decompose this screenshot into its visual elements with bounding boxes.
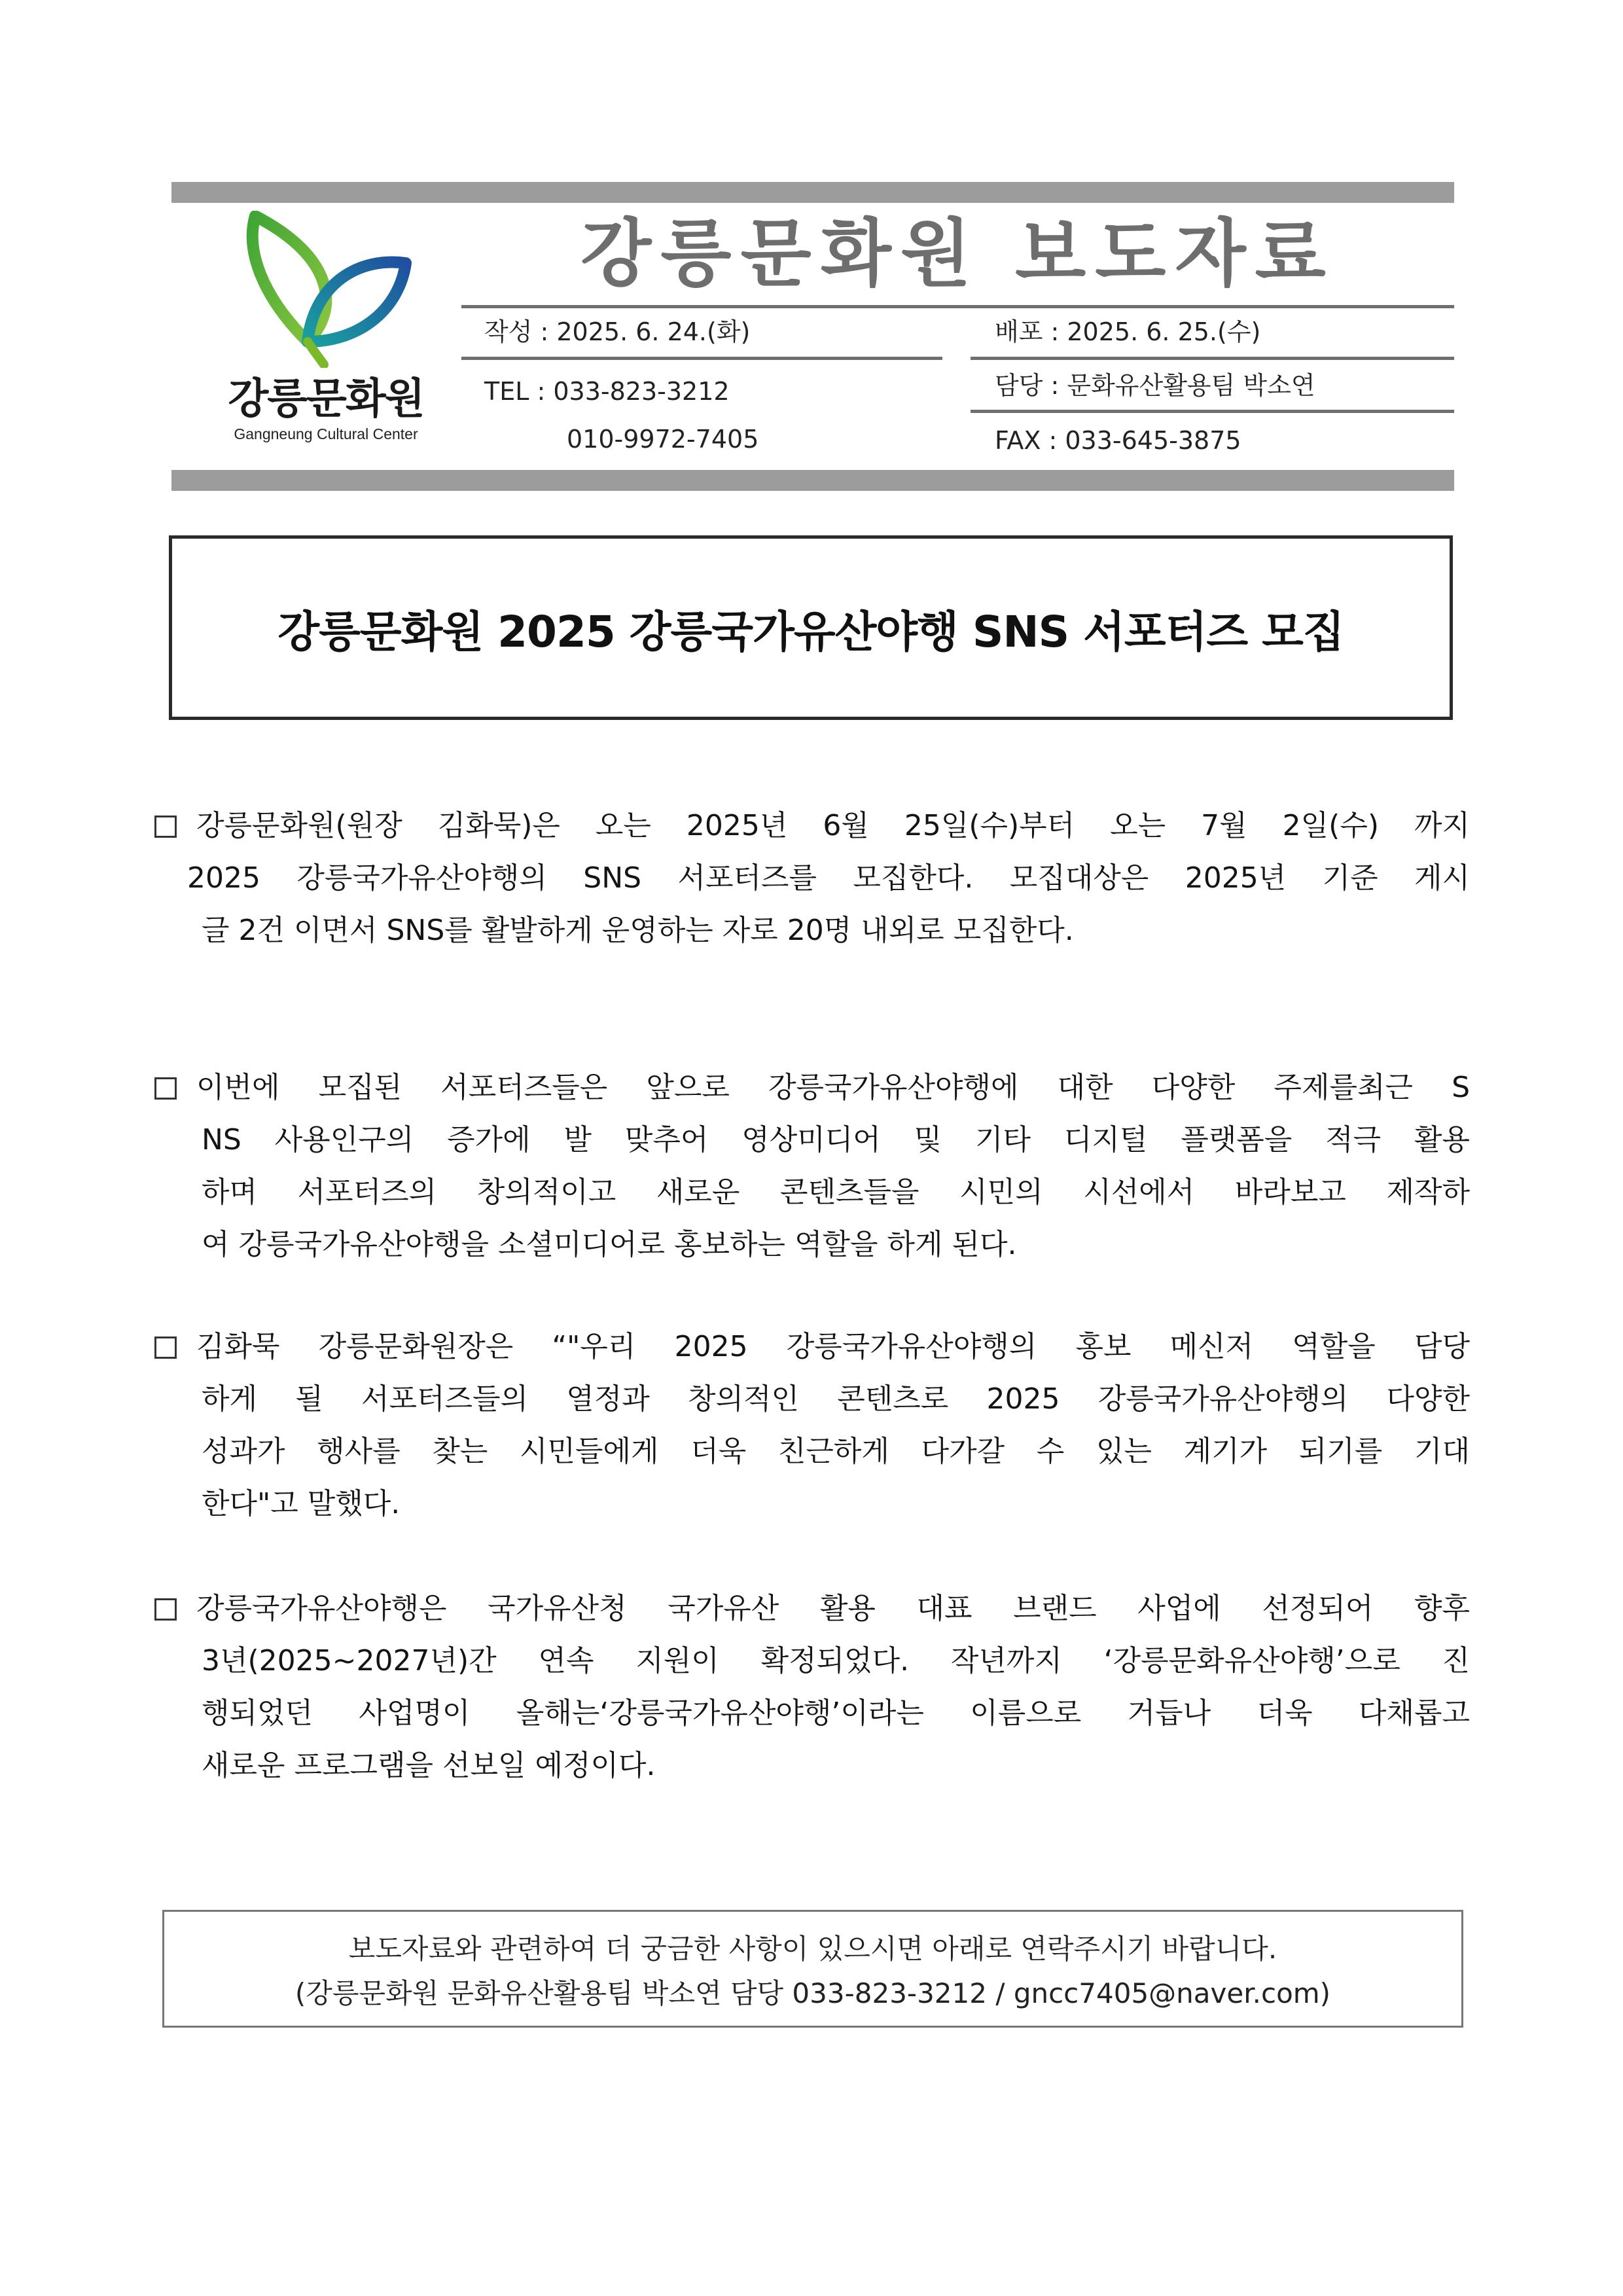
paragraph-line: 강릉국가유산야행은 국가유산청 국가유산 활용 대표 브랜드 사업에 선정되어 향후 — [154, 1583, 1470, 1635]
info-rule-top — [461, 305, 1454, 308]
paragraph-line: 2025 강릉국가유산야행의 SNS 서포터즈를 모집한다. 모집대상은 2025년 기준 게시 — [187, 861, 1470, 895]
contact-box — [162, 1910, 1463, 2028]
written-date: 작성 : 2025. 6. 24.(화) — [484, 317, 751, 346]
paragraph-line: 하며 서포터즈의 창의적이고 새로운 콘텐츠들을 시민의 시선에서 바라보고 제작하 — [202, 1175, 1470, 1209]
logo — [208, 211, 444, 459]
paragraph-line: 새로운 프로그램을 선보일 예정이다. — [202, 1749, 656, 1782]
paragraph-line: 한다"고 말했다. — [202, 1487, 401, 1520]
paragraph-line: 강릉문화원(원장 김화묵)은 오는 2025년 6월 25일(수)부터 오는 7월 2일(수) 까지 — [154, 800, 1470, 852]
checkbox-bullet-icon — [154, 816, 177, 838]
leaf-logo-icon — [242, 211, 419, 368]
paragraph-line: 글 2건 이면서 SNS를 활발하게 운영하는 자로 20명 내외로 모집한다. — [202, 914, 1074, 947]
paragraph-line: 성과가 행사를 찾는 시민들에게 더욱 친근하게 다가갈 수 있는 계기가 되기를 기대 — [202, 1435, 1470, 1468]
checkbox-bullet-icon — [154, 1336, 177, 1359]
paragraph-line: 3년(2025~2027년)간 연속 지원이 확정되었다. 작년까지 ‘강릉문화유산야행’으로 진 — [202, 1644, 1470, 1677]
headline: 강릉문화원 2025 강릉국가유산야행 SNS 서포터즈 모집 — [277, 606, 1344, 657]
contact-details: (강릉문화원 문화유산활용팀 박소연 담당 033-823-3212 / gncc7405@naver.com) — [294, 1977, 1331, 2009]
info-rule-right-1 — [971, 357, 1454, 360]
info-rule-left — [461, 357, 942, 360]
paragraph-1 — [154, 800, 1470, 957]
info-rule-right-2 — [971, 410, 1454, 413]
paragraph-line: 이번에 모집된 서포터즈들은 앞으로 강릉국가유산야행에 대한 다양한 주제를최근 S — [154, 1062, 1470, 1114]
header-bottom-bar — [171, 470, 1454, 491]
paragraph-line: 김화묵 강릉문화원장은 “"우리 2025 강릉국가유산야행의 홍보 메신저 역할을 담당 — [154, 1321, 1470, 1373]
document-title: 강릉문화원 보도자료 — [580, 211, 1335, 296]
paragraph-line: 여 강릉국가유산야행을 소셜미디어로 홍보하는 역할을 하게 된다. — [202, 1228, 1017, 1261]
logo-name: 강릉문화원 — [228, 375, 424, 423]
paragraph-line: NS 사용인구의 증가에 발 맞추어 영상미디어 및 기타 디지털 플랫폼을 적극 활용 — [202, 1123, 1470, 1157]
contact-note: 보도자료와 관련하여 더 궁금한 사항이 있으시면 아래로 연락주시기 바랍니다. — [348, 1933, 1277, 1965]
paragraph-line: 행되었던 사업명이 올해는‘강릉국가유산야행’이라는 이름으로 거듭나 더욱 다채롭고 — [202, 1696, 1470, 1730]
logo-english-name: Gangneung Cultural Center — [234, 425, 418, 442]
fax-number: FAX : 033-645-3875 — [995, 426, 1241, 455]
distribution-date: 배포 : 2025. 6. 25.(수) — [995, 317, 1261, 346]
checkbox-bullet-icon — [154, 1598, 177, 1621]
paragraph-2 — [154, 1062, 1470, 1271]
mobile-number: 010-9972-7405 — [567, 425, 759, 454]
header-top-bar — [171, 182, 1454, 203]
tel-number: TEL : 033-823-3212 — [484, 377, 730, 406]
paragraph-3 — [154, 1321, 1470, 1530]
paragraph-4 — [154, 1583, 1470, 1792]
contact-person: 담당 : 문화유산활용팀 박소연 — [995, 371, 1315, 400]
checkbox-bullet-icon — [154, 1077, 177, 1100]
paragraph-line: 하게 될 서포터즈들의 열정과 창의적인 콘텐츠로 2025 강릉국가유산야행의 다양한 — [202, 1382, 1470, 1416]
headline-box — [169, 535, 1453, 720]
